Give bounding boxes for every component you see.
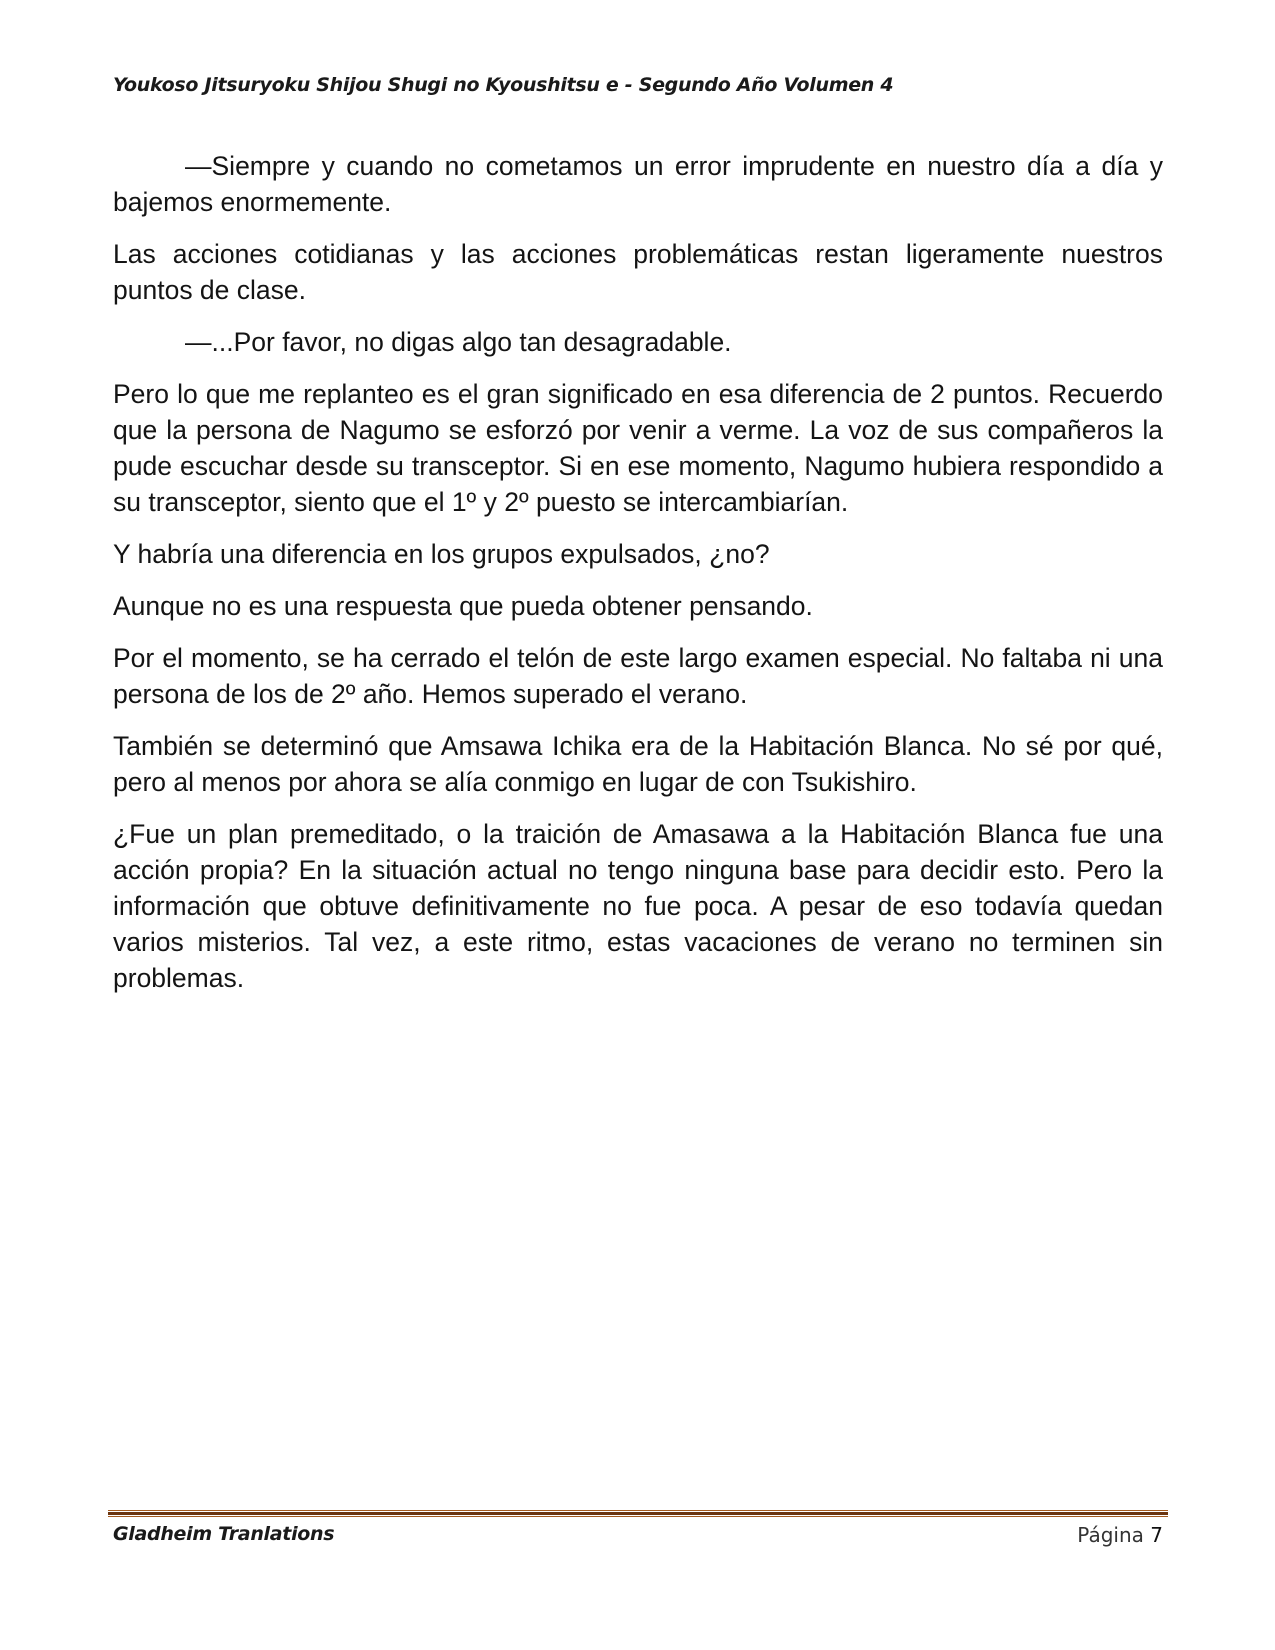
page-number: 7 — [1150, 1523, 1163, 1547]
paragraph-1: —Siempre y cuando no cometamos un error imprudente en nuestro día a día y bajemos enormemente. — [113, 151, 1163, 217]
paragraph-9: ¿Fue un plan premeditado, o la traición de Amasawa a la Habitación Blanca fue una acción propia? En la situación actual no tengo ninguna base para decidir esto. Pero la información que obtuve definitivamente no fue poca. A pesar de eso todavía quedan varios misterios. Tal vez, a este ritmo, estas vacaciones de verano no terminen sin problemas. — [113, 819, 1163, 993]
footer-divider-thick — [108, 1512, 1168, 1515]
body-text — [113, 148, 1163, 1012]
footer-divider — [108, 1510, 1168, 1517]
paragraph-6: Aunque no es una respuesta que pueda obtener pensando. — [113, 591, 813, 621]
paragraph-2: Las acciones cotidianas y las acciones problemáticas restan ligeramente nuestros puntos de clase. — [113, 239, 1163, 305]
page-label: Página — [1077, 1523, 1144, 1547]
footer-translator: Gladheim Tranlations — [113, 1523, 335, 1545]
paragraph-5: Y habría una diferencia en los grupos expulsados, ¿no? — [113, 539, 770, 569]
paragraph-8: También se determinó que Amsawa Ichika era de la Habitación Blanca. No sé por qué, pero al menos por ahora se alía conmigo en lugar de con Tsukishiro. — [113, 731, 1163, 797]
paragraph-4: Pero lo que me replanteo es el gran significado en esa diferencia de 2 puntos. Recuerdo que la persona de Nagumo se esforzó por venir a verme. La voz de sus compañeros la pude escuchar desde su transceptor. Si en ese momento, Nagumo hubiera respondido a su transceptor, siento que el 1º y 2º puesto se intercambiarían. — [113, 379, 1163, 517]
footer-divider-thin-bottom — [108, 1516, 1168, 1517]
footer-divider-thin-top — [108, 1510, 1168, 1511]
footer-page — [1077, 1523, 1163, 1547]
header-title: Youkoso Jitsuryoku Shijou Shugi no Kyoushitsu e - Segundo Año Volumen 4 — [113, 74, 894, 96]
paragraph-3: —...Por favor, no digas algo tan desagradable. — [185, 327, 732, 357]
paragraph-7: Por el momento, se ha cerrado el telón de este largo examen especial. No faltaba ni una persona de los de 2º año. Hemos superado el verano. — [113, 643, 1163, 709]
